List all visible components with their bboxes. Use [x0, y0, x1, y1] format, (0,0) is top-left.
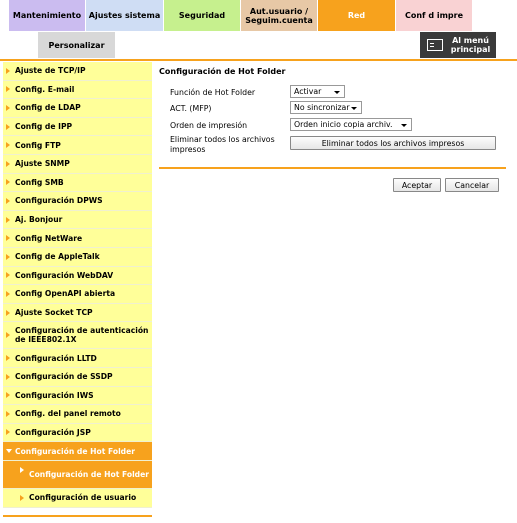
tab-spacer [473, 0, 517, 31]
sidebar-item-label: Configuración de SSDP [15, 372, 113, 382]
field-label-delete-all: Eliminar todos los archivos impresos [170, 135, 275, 154]
sidebar-subitem-label: Configuración de Hot Folder [29, 469, 150, 479]
select-value: Activar [294, 87, 322, 96]
sidebar-subitem-user-config[interactable] [3, 489, 152, 508]
select-value: Orden inicio copia archiv. [294, 120, 393, 129]
sidebar-item-netware[interactable] [3, 229, 152, 248]
sidebar-item-email[interactable] [3, 81, 152, 100]
arrow-right-icon [6, 272, 10, 278]
sidebar-item-bonjour[interactable] [3, 211, 152, 230]
sidebar-item-socket-tcp[interactable] [3, 304, 152, 323]
main-menu-button[interactable] [420, 32, 496, 58]
field-label-hot-folder-function: Función de Hot Folder [170, 88, 256, 97]
sidebar-subitem-label: Configuración de usuario [29, 493, 137, 503]
sidebar-end-divider [3, 515, 152, 517]
arrow-right-icon [6, 429, 10, 435]
sidebar-item-label: Configuración WebDAV [15, 270, 114, 280]
arrow-right-icon [6, 355, 10, 361]
sidebar-item-appletalk[interactable] [3, 248, 152, 267]
arrow-right-icon [6, 374, 10, 380]
arrow-right-icon [6, 392, 10, 398]
menu-icon [427, 39, 443, 51]
sidebar-item-label: Ajuste de TCP/IP [15, 66, 86, 76]
sidebar-item-label: Aj. Bonjour [15, 215, 63, 225]
sidebar-item-label: Ajuste SNMP [15, 159, 70, 169]
arrow-right-icon [6, 411, 10, 417]
sidebar-item-ssdp[interactable] [3, 368, 152, 387]
sidebar-item-label: Config de LDAP [15, 103, 81, 113]
sidebar-item-label: Config de AppleTalk [15, 252, 100, 262]
sidebar-item-label: Ajuste Socket TCP [15, 308, 93, 318]
sidebar-item-label: Config NetWare [15, 233, 83, 243]
sidebar-item-label: Configuración DPWS [15, 196, 103, 206]
arrow-right-icon [6, 68, 10, 74]
tab-ajustes-sistema[interactable]: Ajustes sistema [86, 0, 164, 31]
accept-button[interactable]: Aceptar [393, 178, 441, 192]
arrow-right-icon [6, 105, 10, 111]
main-menu-label: Al menú principal [450, 36, 491, 54]
page-title: Configuración de Hot Folder [159, 67, 286, 76]
sidebar-item-iws[interactable] [3, 387, 152, 406]
arrow-right-icon [6, 217, 10, 223]
hot-folder-function-select[interactable] [290, 85, 345, 98]
sidebar-item-label: Config FTP [15, 140, 61, 150]
sidebar-item-ftp[interactable] [3, 136, 152, 155]
sidebar-item-ipp[interactable] [3, 118, 152, 137]
tab-conf-impre[interactable]: Conf d impre [396, 0, 473, 31]
arrow-right-icon [6, 235, 10, 241]
sidebar-item-jsp[interactable] [3, 424, 152, 443]
chevron-down-icon [334, 91, 340, 94]
tab-mantenimiento[interactable]: Mantenimiento [9, 0, 86, 31]
sidebar-item-label: Config. E-mail [15, 84, 75, 94]
sidebar-item-lltd[interactable] [3, 349, 152, 368]
arrow-down-icon [6, 449, 12, 453]
sidebar-item-snmp[interactable] [3, 155, 152, 174]
act-mfp-select[interactable] [290, 101, 362, 114]
sidebar-item-ldap[interactable] [3, 99, 152, 118]
sidebar-item-dpws[interactable] [3, 192, 152, 211]
sidebar-item-label: Config OpenAPI abierta [15, 289, 116, 299]
sidebar-item-label: Config SMB [15, 177, 64, 187]
sidebar-subitem-hot-folder-config[interactable] [3, 461, 152, 489]
sidebar-item-label: Configuración JSP [15, 427, 91, 437]
tab-seguridad[interactable]: Seguridad [164, 0, 241, 31]
sidebar-item-ieee8021x[interactable] [3, 322, 152, 349]
arrow-right-icon [20, 467, 24, 473]
sidebar-item-label: Configuración de Hot Folder [15, 446, 136, 456]
top-tabs [9, 0, 517, 31]
sidebar-item-hot-folder[interactable] [3, 442, 152, 461]
arrow-right-icon [6, 179, 10, 185]
arrow-right-icon [6, 86, 10, 92]
sidebar [3, 62, 152, 508]
tab-aut-usuario[interactable]: Aut.usuario / Seguim.cuenta [241, 0, 318, 31]
arrow-right-icon [6, 332, 10, 338]
select-value: No sincronizar [294, 103, 350, 112]
arrow-right-icon [6, 310, 10, 316]
arrow-right-icon [6, 291, 10, 297]
arrow-right-icon [6, 142, 10, 148]
content-divider [159, 167, 506, 169]
sidebar-item-smb[interactable] [3, 174, 152, 193]
sidebar-item-remote-panel[interactable] [3, 405, 152, 424]
header-divider [0, 59, 517, 61]
field-label-print-order: Orden de impresión [170, 121, 248, 130]
print-order-select[interactable] [290, 118, 412, 131]
arrow-right-icon [6, 161, 10, 167]
chevron-down-icon [351, 107, 357, 110]
sidebar-item-openapi[interactable] [3, 285, 152, 304]
arrow-right-icon [20, 495, 24, 501]
tab-red[interactable]: Red [318, 0, 396, 31]
sidebar-item-label: Config de IPP [15, 122, 73, 132]
cancel-button[interactable]: Cancelar [445, 178, 499, 192]
field-label-act-mfp: ACT. (MFP) [170, 104, 212, 113]
arrow-right-icon [6, 124, 10, 130]
arrow-right-icon [6, 254, 10, 260]
sidebar-item-label: Configuración LLTD [15, 353, 97, 363]
sidebar-item-label: Configuración de autenticación de IEEE802.1X [15, 326, 149, 345]
sidebar-item-label: Config. del panel remoto [15, 409, 121, 419]
chevron-down-icon [401, 124, 407, 127]
sidebar-item-label: Configuración IWS [15, 390, 94, 400]
tab-personalizar[interactable]: Personalizar [38, 32, 115, 58]
sidebar-item-webdav[interactable] [3, 267, 152, 286]
delete-all-files-button[interactable]: Eliminar todos los archivos impresos [290, 136, 496, 150]
sidebar-item-tcpip[interactable] [3, 62, 152, 81]
main-panel [159, 67, 506, 81]
arrow-right-icon [6, 198, 10, 204]
